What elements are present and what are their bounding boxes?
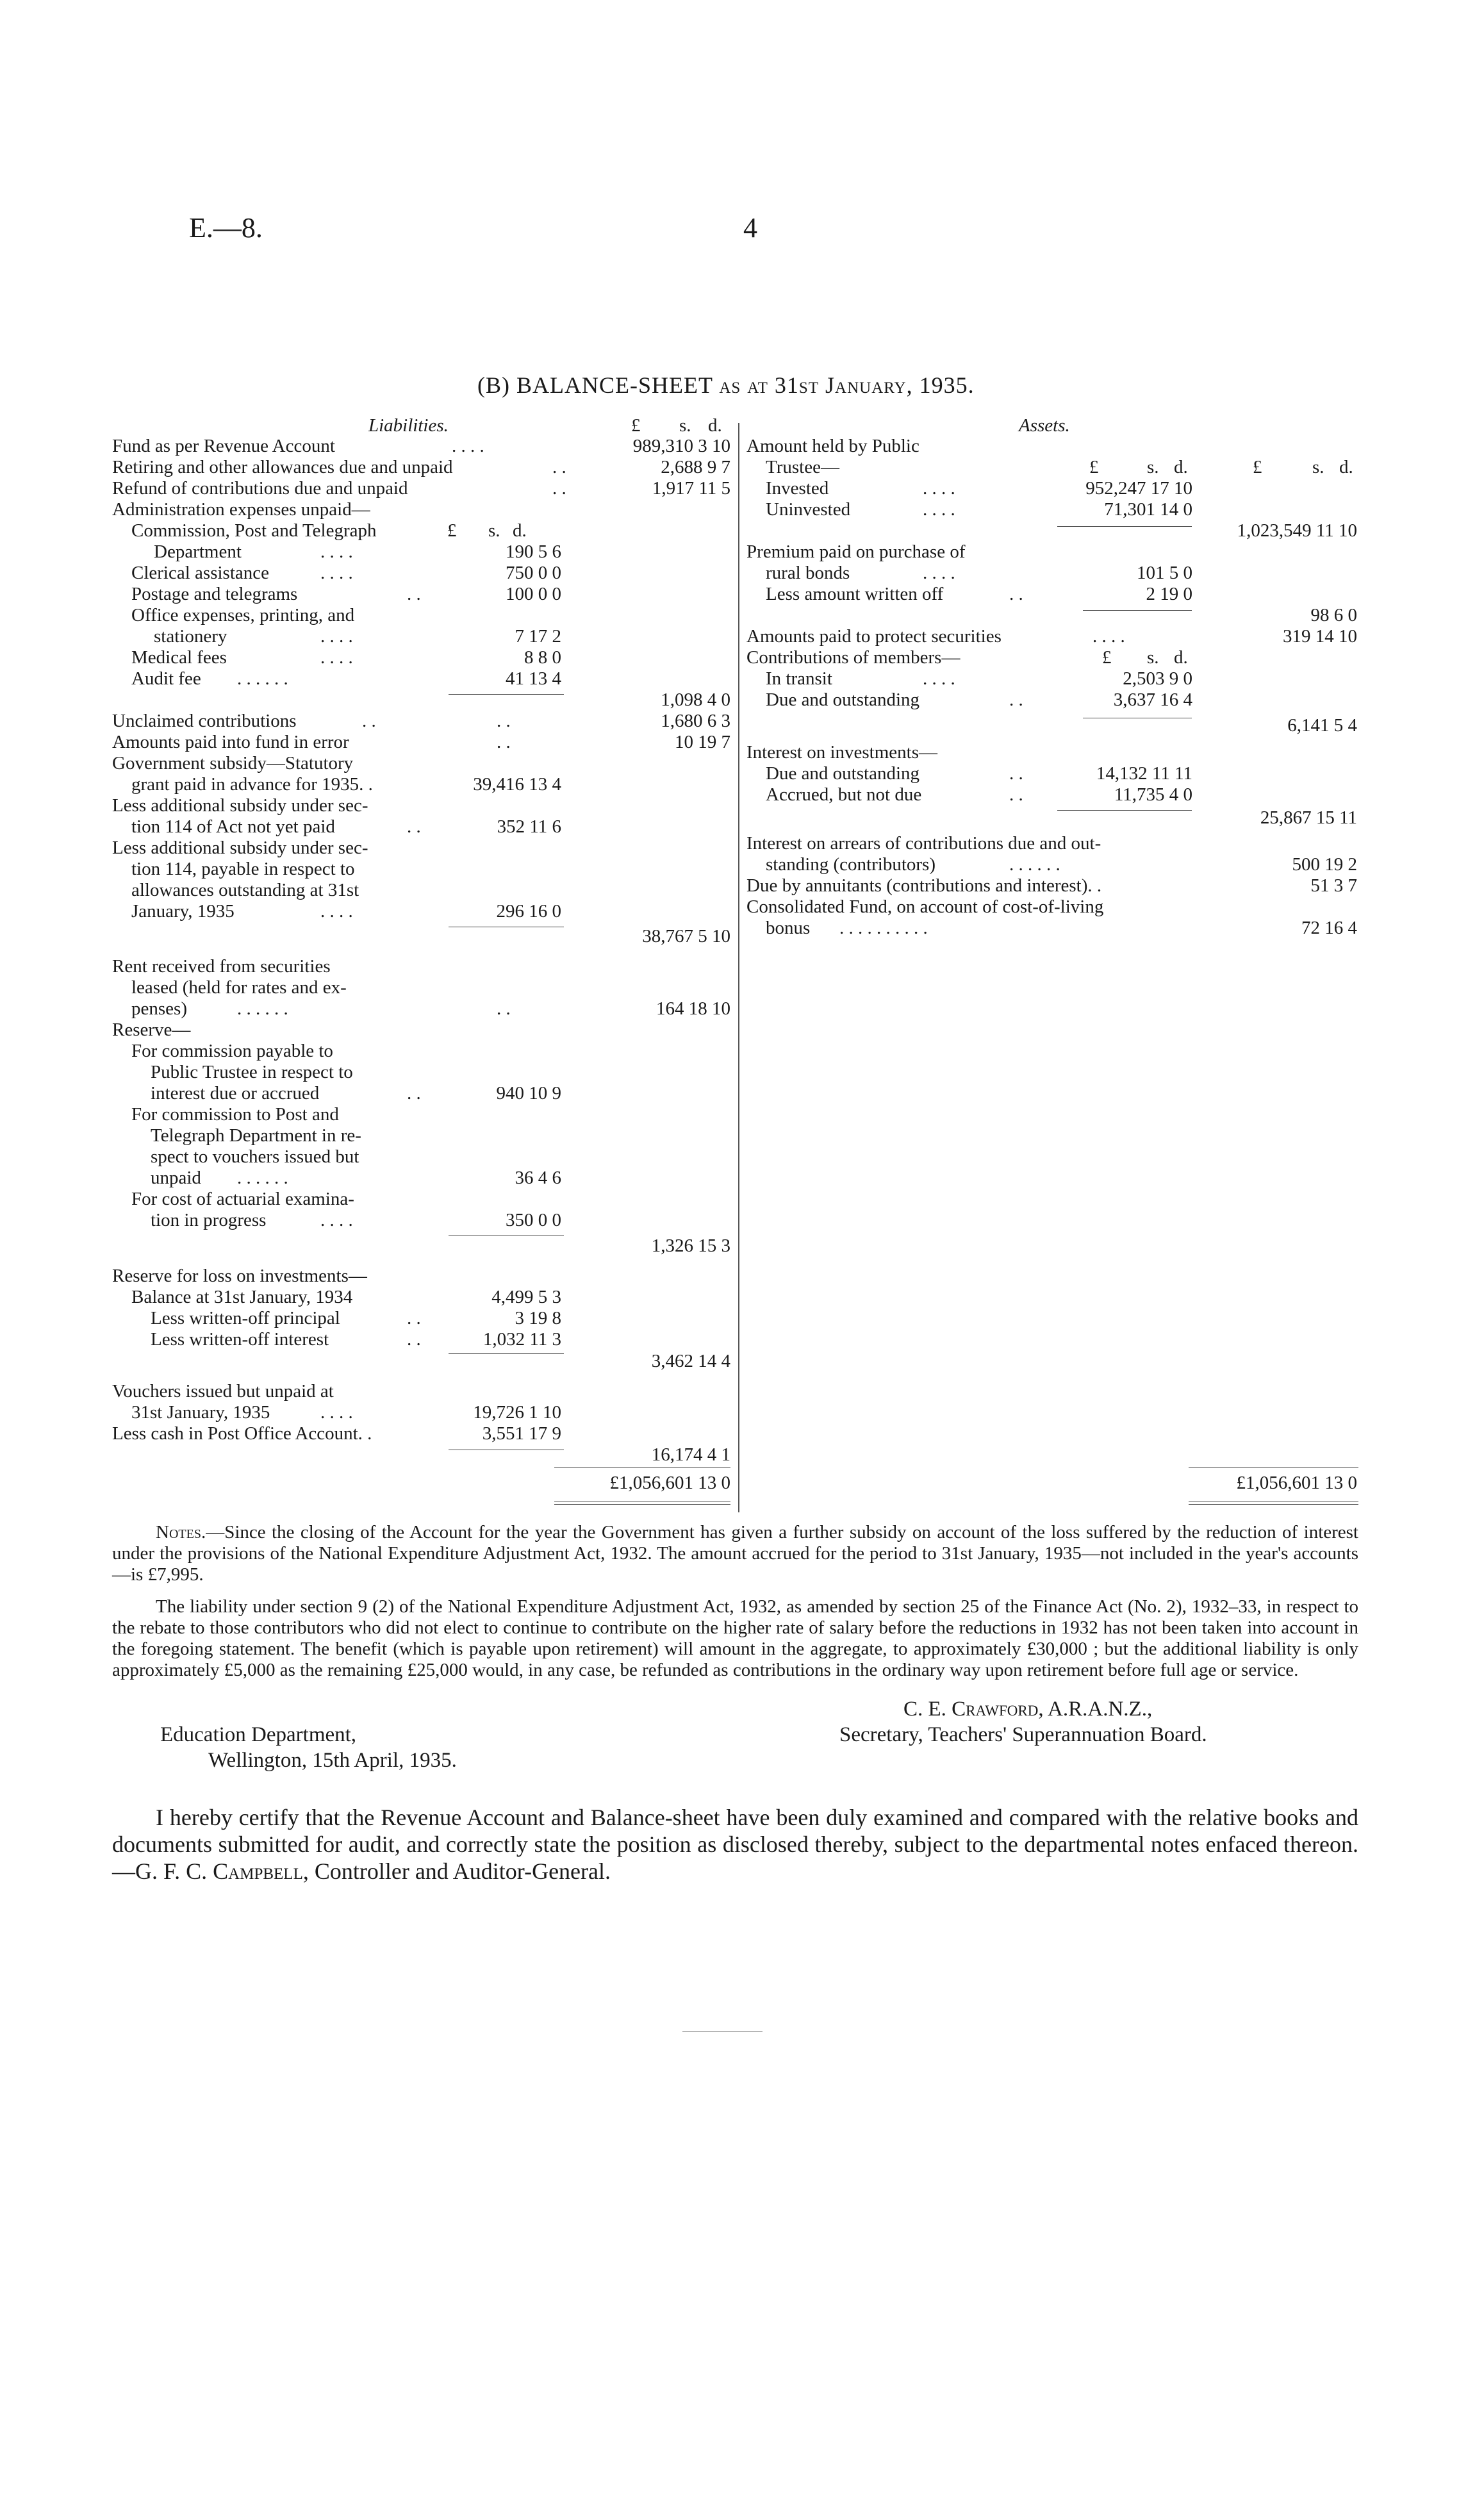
retiring-amount: 2,688 9 7 xyxy=(661,457,730,477)
refund-amount: 1,917 11 5 xyxy=(652,478,730,499)
consolidated-dots: . . . . . . . . . . xyxy=(839,918,928,938)
admin-item-postage: Postage and telegrams xyxy=(131,584,298,604)
certificate-text: I hereby certify that the Revenue Account and Balance-sheet have been duly examined and compared with the relative books and documents submitted for audit, and correctly state the position as disclosed thereby, subject to the departmental notes enfaced thereon.—G. F. C. xyxy=(112,1805,1358,1884)
document-reference: E.—8. xyxy=(189,212,263,244)
reserve-item-label: For commission to Post and xyxy=(131,1104,339,1125)
premium-label-cont: rural bonds xyxy=(766,563,850,583)
refund-dots: . . xyxy=(552,478,566,499)
amount-held-label: Amount held by Public xyxy=(746,436,919,456)
rent-amount: 164 18 10 xyxy=(656,998,730,1019)
retiring-label: Retiring and other allowances due and unpaid xyxy=(112,457,453,477)
col-pence: d. xyxy=(1174,457,1188,477)
invested-amount: 952,247 17 10 xyxy=(1085,478,1192,499)
contrib-due-label: Due and outstanding xyxy=(766,690,920,710)
subsidy-less2-label: Less additional subsidy under sec- xyxy=(112,838,368,858)
premium-amount: 101 5 0 xyxy=(1137,563,1192,583)
contrib-transit-label: In transit xyxy=(766,668,832,689)
subsidy-less-amount: 352 11 6 xyxy=(497,816,561,837)
admin-amount: 7 17 2 xyxy=(515,626,561,647)
fund-dots: . . . . xyxy=(452,436,484,456)
admin-item-audit: Audit fee xyxy=(131,668,201,689)
fund-label: Fund as per Revenue Account xyxy=(112,436,335,456)
loss-principal-amount: 3 19 8 xyxy=(515,1308,561,1328)
double-rule xyxy=(554,1501,730,1505)
closing-rule xyxy=(682,2031,763,2032)
unclaimed-mid-dots: . . xyxy=(497,711,511,731)
admin-col-pounds: £ xyxy=(447,520,457,541)
loss-principal-label: Less written-off principal xyxy=(151,1308,340,1328)
reserve-item-amount: 36 4 6 xyxy=(515,1168,561,1188)
invested-label: Invested xyxy=(766,478,829,499)
error-label: Amounts paid into fund in error xyxy=(112,732,349,752)
admin-dots: . . xyxy=(407,584,421,604)
notes-text-1: —Since the closing of the Account for the year the Government has given a further subsidy on account of the loss suffered by the reduction of interest under the provisions of the National Expenditure Adjustment Act, 1932. The amount accrued for the period to 31st January, 1935—not included in the year's accounts—is £7,995. xyxy=(112,1522,1358,1585)
signatory-role: Secretary, Teachers' Superannuation Board. xyxy=(839,1723,1207,1746)
reserve-label: Reserve— xyxy=(112,1020,191,1040)
admin-dots: . . . . . . xyxy=(237,668,288,689)
reserve-item-label-cont: interest due or accrued xyxy=(151,1083,320,1104)
arrears-label: Interest on arrears of contributions due and out- xyxy=(746,833,1101,854)
department-place-date: Wellington, 15th April, 1935. xyxy=(208,1749,457,1772)
col-shillings: s. xyxy=(679,415,691,436)
interest-accrued-amount: 11,735 4 0 xyxy=(1114,784,1192,805)
premium-less-dots: . . xyxy=(1009,584,1023,604)
admin-amount: 41 13 4 xyxy=(506,668,561,689)
subsidy-less-label-cont: tion 114 of Act not yet paid xyxy=(131,816,335,837)
contrib-transit-amount: 2,503 9 0 xyxy=(1123,668,1192,689)
protect-amount: 319 14 10 xyxy=(1283,626,1357,647)
reserve-item-label-cont: spect to vouchers issued but xyxy=(151,1146,359,1167)
reserve-item-label: For commission payable to xyxy=(131,1041,333,1061)
rent-label: Rent received from securities xyxy=(112,956,331,977)
audit-certificate xyxy=(112,1804,1358,1885)
page-number: 4 xyxy=(743,212,757,244)
fund-amount: 989,310 3 10 xyxy=(632,436,730,456)
protect-label: Amounts paid to protect securities xyxy=(746,626,1002,647)
loss-interest-dots: . . xyxy=(407,1329,421,1350)
balance-sheet-title xyxy=(477,372,975,399)
reserve-item-amount: 350 0 0 xyxy=(506,1210,561,1230)
contrib-label: Contributions of members— xyxy=(746,647,960,668)
arrears-dots: . . . . . . xyxy=(1009,854,1060,875)
admin-item-office-cont: stationery xyxy=(154,626,227,647)
reserve-item-label-cont: unpaid xyxy=(151,1168,201,1188)
reserve-item-dots: . . xyxy=(407,1083,421,1104)
loss-principal-dots: . . xyxy=(407,1308,421,1328)
subtotal-rule xyxy=(449,1353,564,1354)
subsidy-less2-amount: 296 16 0 xyxy=(496,901,561,922)
loss-interest-amount: 1,032 11 3 xyxy=(482,1329,561,1350)
vouchers-less-label: Less cash in Post Office Account. . xyxy=(112,1423,372,1444)
error-amount: 10 19 7 xyxy=(675,732,730,752)
interest-label: Interest on investments— xyxy=(746,742,938,763)
admin-item-office: Office expenses, printing, and xyxy=(131,605,355,625)
certificate-tail: , Controller and Auditor-General. xyxy=(302,1858,611,1884)
reserve-total: 1,326 15 3 xyxy=(651,1236,730,1256)
vouchers-total: 16,174 4 1 xyxy=(651,1444,730,1465)
premium-less-amount: 2 19 0 xyxy=(1146,584,1192,604)
subsidy-label: Government subsidy—Statutory xyxy=(112,753,354,773)
assets-grand-total: £1,056,601 13 0 xyxy=(1236,1473,1357,1493)
contrib-due-amount: 3,637 16 4 xyxy=(1113,690,1192,710)
subsidy-less-dots: . . xyxy=(407,816,421,837)
reserve-item-dots: . . . . . . xyxy=(237,1168,288,1188)
col-shillings: s. xyxy=(1147,457,1159,477)
col2-shillings: s. xyxy=(1312,457,1324,477)
contrib-col-pounds: £ xyxy=(1102,647,1112,668)
unclaimed-dots: . . xyxy=(362,711,376,731)
loss-balance-amount: 4,499 5 3 xyxy=(491,1287,561,1307)
unclaimed-label: Unclaimed contributions xyxy=(112,711,297,731)
subtotal-rule xyxy=(1057,526,1192,527)
column-divider xyxy=(738,423,739,1512)
contrib-due-dots: . . xyxy=(1009,690,1023,710)
invested-dots: . . . . xyxy=(923,478,955,499)
subsidy-label-cont: grant paid in advance for 1935. . xyxy=(131,774,373,795)
signatory-name: C. E. Crawford, A.R.A.N.Z., xyxy=(903,1698,1153,1721)
vouchers-amount: 19,726 1 10 xyxy=(473,1402,561,1423)
notes-paragraph-2: The liability under section 9 (2) of the National Expenditure Adjustment Act, 1932, as amended by section 25 of the Finance Act (No. 2), 1932–33, in respect to the rebate to those contributors who did not elect to continue to contribute on the higher rate of salary before the reductions in 1932 has not been taken into account in the foregoing statement. The benefit (which is payable upon retirement) will amount in the aggregate, to approximately £30,000 ; but the additional liability is only approximately £5,000 as the remaining £25,000 would, in any case, be refunded as contributions in the ordinary way upon retirement before full age or service. xyxy=(112,1596,1358,1680)
admin-label: Administration expenses unpaid— xyxy=(112,499,370,520)
subtotal-rule xyxy=(1083,610,1192,611)
subtotal-rule xyxy=(1057,810,1192,811)
interest-total: 25,867 15 11 xyxy=(1260,807,1357,828)
notes-label: Notes. xyxy=(156,1522,206,1542)
col2-pence: d. xyxy=(1339,457,1353,477)
admin-item-commission: Commission, Post and Telegraph xyxy=(131,520,377,541)
admin-amount: 190 5 6 xyxy=(506,542,561,562)
premium-dots: . . . . xyxy=(923,563,955,583)
consolidated-label-cont: bonus xyxy=(766,918,811,938)
arrears-amount: 500 19 2 xyxy=(1292,854,1357,875)
rent-label-cont: leased (held for rates and ex- xyxy=(131,977,347,998)
protect-dots: . . . . xyxy=(1092,626,1125,647)
admin-item-commission-cont: Department xyxy=(154,542,242,562)
admin-dots: . . . . xyxy=(320,647,353,668)
reserve-item-amount: 940 10 9 xyxy=(496,1083,561,1104)
rent-dots: . . . . . . xyxy=(237,998,288,1019)
interest-due-label: Due and outstanding xyxy=(766,763,920,784)
loss-label: Reserve for loss on investments— xyxy=(112,1266,367,1286)
assets-heading: Assets. xyxy=(1019,415,1070,436)
total-rule xyxy=(1189,1467,1358,1468)
subsidy-amount: 39,416 13 4 xyxy=(473,774,561,795)
col2-pounds: £ xyxy=(1253,457,1262,477)
subsidy-less2-label-cont: tion 114, payable in respect to xyxy=(131,859,355,879)
loss-interest-label: Less written-off interest xyxy=(151,1329,329,1350)
amount-held-label-cont: Trustee— xyxy=(766,457,839,477)
loss-total: 3,462 14 4 xyxy=(651,1351,730,1371)
col-pence: d. xyxy=(708,415,722,436)
title-prefix: (B) BALANCE-SHEET xyxy=(477,372,713,398)
subsidy-less2-label-cont: January, 1935 xyxy=(131,901,235,922)
subsidy-less-label: Less additional subsidy under sec- xyxy=(112,795,368,816)
held-total: 1,023,549 11 10 xyxy=(1237,520,1357,541)
admin-amount: 100 0 0 xyxy=(506,584,561,604)
vouchers-less-amount: 3,551 17 9 xyxy=(482,1423,561,1444)
premium-less-label: Less amount written off xyxy=(766,584,944,604)
uninvested-dots: . . . . xyxy=(923,499,955,520)
liabilities-grand-total: £1,056,601 13 0 xyxy=(609,1473,730,1493)
liabilities-heading: Liabilities. xyxy=(368,415,449,436)
subsidy-total: 38,767 5 10 xyxy=(642,926,730,947)
rent-label-cont: penses) xyxy=(131,998,187,1019)
reserve-item-label-cont: tion in progress xyxy=(151,1210,267,1230)
rent-mid-dots: . . xyxy=(497,998,511,1019)
admin-col-pence: d. xyxy=(513,520,527,541)
double-rule xyxy=(1189,1501,1358,1505)
admin-amount: 8 8 0 xyxy=(524,647,561,668)
unclaimed-amount: 1,680 6 3 xyxy=(661,711,730,731)
subtotal-rule xyxy=(449,694,564,695)
interest-accrued-dots: . . xyxy=(1009,784,1023,805)
uninvested-amount: 71,301 14 0 xyxy=(1104,499,1192,520)
vouchers-label: Vouchers issued but unpaid at xyxy=(112,1381,334,1401)
interest-accrued-label: Accrued, but not due xyxy=(766,784,922,805)
contrib-transit-dots: . . . . xyxy=(923,668,955,689)
annuitants-label: Due by annuitants (contributions and interest). . xyxy=(746,875,1102,896)
contrib-total: 6,141 5 4 xyxy=(1287,715,1357,736)
reserve-item-dots: . . . . xyxy=(320,1210,353,1230)
consolidated-label: Consolidated Fund, on account of cost-of-living xyxy=(746,897,1104,917)
annuitants-amount: 51 3 7 xyxy=(1310,875,1357,896)
col-pounds: £ xyxy=(631,415,641,436)
department-name: Education Department, xyxy=(160,1723,357,1746)
error-mid-dots: . . xyxy=(497,732,511,752)
subsidy-less2-dots: . . . . xyxy=(320,901,353,922)
admin-dots: . . . . xyxy=(320,626,353,647)
notes-paragraph-1 xyxy=(112,1522,1358,1585)
consolidated-amount: 72 16 4 xyxy=(1301,918,1357,938)
vouchers-label-cont: 31st January, 1935 xyxy=(131,1402,270,1423)
premium-label: Premium paid on purchase of xyxy=(746,542,966,562)
auditor-name: Campbell xyxy=(213,1858,303,1884)
arrears-label-cont: standing (contributors) xyxy=(766,854,936,875)
title-suffix: as at 31st January, 1935. xyxy=(719,372,975,398)
admin-dots: . . . . xyxy=(320,542,353,562)
reserve-item-label: For cost of actuarial examina- xyxy=(131,1189,354,1209)
admin-amount: 750 0 0 xyxy=(506,563,561,583)
admin-total: 1,098 4 0 xyxy=(661,690,730,710)
interest-due-dots: . . xyxy=(1009,763,1023,784)
loss-balance-label: Balance at 31st January, 1934 xyxy=(131,1287,353,1307)
interest-due-amount: 14,132 11 11 xyxy=(1096,763,1192,784)
uninvested-label: Uninvested xyxy=(766,499,851,520)
admin-item-medical: Medical fees xyxy=(131,647,227,668)
col-pounds: £ xyxy=(1089,457,1099,477)
admin-col-shillings: s. xyxy=(488,520,500,541)
vouchers-dots: . . . . xyxy=(320,1402,353,1423)
refund-label: Refund of contributions due and unpaid xyxy=(112,478,408,499)
reserve-item-label-cont: Public Trustee in respect to xyxy=(151,1062,353,1082)
contrib-col-pence: d. xyxy=(1174,647,1188,668)
total-rule xyxy=(554,1467,730,1468)
retiring-dots: . . xyxy=(552,457,566,477)
reserve-item-label-cont: Telegraph Department in re- xyxy=(151,1125,361,1146)
premium-total: 98 6 0 xyxy=(1310,605,1357,625)
admin-item-clerical: Clerical assistance xyxy=(131,563,269,583)
contrib-col-shillings: s. xyxy=(1147,647,1159,668)
admin-dots: . . . . xyxy=(320,563,353,583)
subsidy-less2-label-cont: allowances outstanding at 31st xyxy=(131,880,359,900)
